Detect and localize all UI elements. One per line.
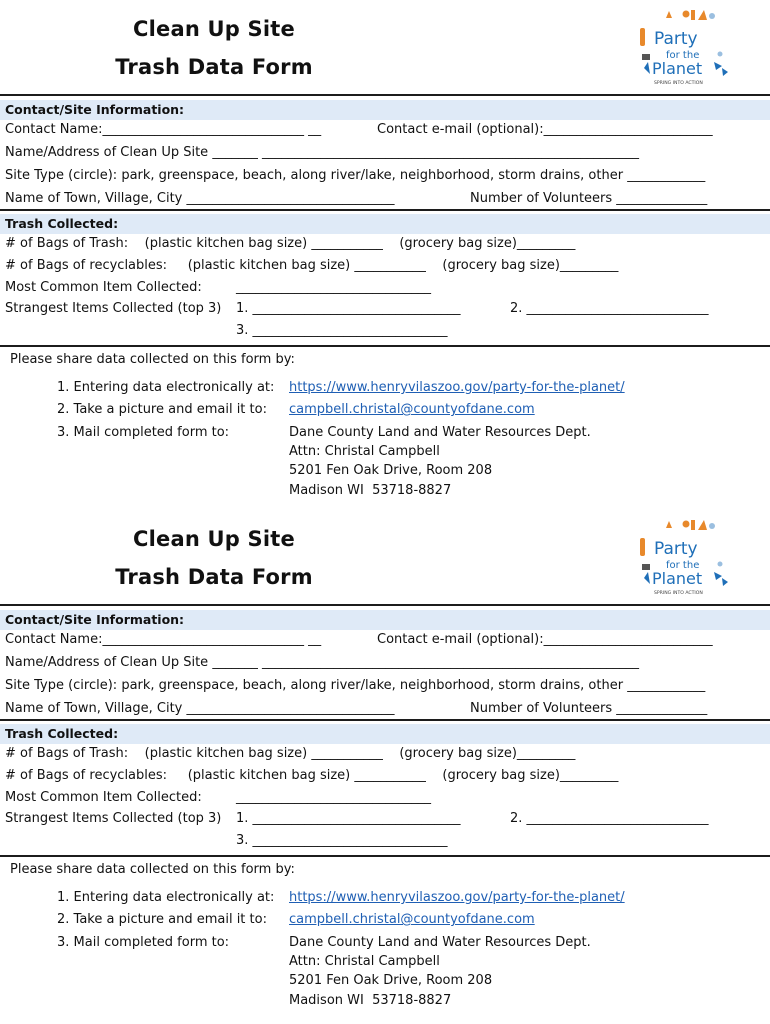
address-line: Dane County Land and Water Resources Dept. <box>289 425 591 440</box>
party-for-the-planet-logo <box>636 6 736 86</box>
contact-email-field[interactable]: Contact e-mail (optional):__________________________ <box>377 122 713 137</box>
strangest-item-2[interactable]: 2. ____________________________ <box>510 811 709 826</box>
address-line: Dane County Land and Water Resources Dept. <box>289 935 591 950</box>
share-step2-label: 2. Take a picture and email it to: <box>57 402 267 417</box>
share-step1-link[interactable]: https://www.henryvilaszoo.gov/party-for-the-planet/ <box>289 380 625 395</box>
strangest-item-3[interactable]: 3. ______________________________ <box>236 323 448 338</box>
share-intro: Please share data collected on this form by: <box>10 862 295 877</box>
logo-planet-text: Planet <box>652 59 703 78</box>
name-address-field[interactable]: Name/Address of Clean Up Site _______ __________________________________________________________ <box>5 145 639 160</box>
form-title-line2: Trash Data Form <box>115 55 313 79</box>
most-common-blank[interactable]: ______________________________ <box>236 790 431 805</box>
share-step1-label: 1. Entering data electronically at: <box>57 890 275 905</box>
form-title-line2: Trash Data Form <box>115 565 313 589</box>
site-type-field[interactable]: Site Type (circle): park, greenspace, beach, along river/lake, neighborhood, storm drains, other ____________ <box>5 168 706 183</box>
strangest-item-1[interactable]: 1. ________________________________ <box>236 301 461 316</box>
trash-data-form <box>0 0 770 500</box>
contact-section-header: Contact/Site Information: <box>0 100 770 120</box>
share-step3-label: 3. Mail completed form to: <box>57 935 230 950</box>
share-step2-link[interactable]: campbell.christal@countyofdane.com <box>289 912 535 927</box>
logo-for-the-text: for the <box>666 50 700 61</box>
town-field[interactable]: Name of Town, Village, City ________________________________ <box>5 701 395 716</box>
strangest-item-3[interactable]: 3. ______________________________ <box>236 833 448 848</box>
contact-name-field[interactable]: Contact Name:_______________________________ __ <box>5 632 322 647</box>
address-line: Madison WI 53718-8827 <box>289 483 452 498</box>
address-line: Madison WI 53718-8827 <box>289 993 452 1008</box>
section-divider <box>0 94 770 96</box>
logo-planet-text: Planet <box>652 569 703 588</box>
most-common-label: Most Common Item Collected: <box>5 280 202 295</box>
most-common-blank[interactable]: ______________________________ <box>236 280 431 295</box>
address-line: 5201 Fen Oak Drive, Room 208 <box>289 973 493 988</box>
strangest-items-label: Strangest Items Collected (top 3) <box>5 811 222 826</box>
strangest-item-1[interactable]: 1. ________________________________ <box>236 811 461 826</box>
form-title-line1: Clean Up Site <box>133 527 295 551</box>
logo-tagline: SPRING INTO ACTION <box>654 591 703 596</box>
name-address-field[interactable]: Name/Address of Clean Up Site _______ __________________________________________________________ <box>5 655 639 670</box>
share-step2-label: 2. Take a picture and email it to: <box>57 912 267 927</box>
address-line: Attn: Christal Campbell <box>289 444 440 459</box>
share-step3-label: 3. Mail completed form to: <box>57 425 230 440</box>
logo-party-text: Party <box>654 29 698 49</box>
party-for-the-planet-logo <box>636 516 736 596</box>
bags-recyclables-field[interactable]: # of Bags of recyclables: (plastic kitchen bag size) ___________ (grocery bag size)_________ <box>5 768 619 783</box>
share-intro: Please share data collected on this form by: <box>10 352 295 367</box>
contact-section-header: Contact/Site Information: <box>0 610 770 630</box>
section-divider <box>0 209 770 211</box>
most-common-label: Most Common Item Collected: <box>5 790 202 805</box>
logo-tagline: SPRING INTO ACTION <box>654 81 703 86</box>
section-divider <box>0 719 770 721</box>
address-line: Attn: Christal Campbell <box>289 954 440 969</box>
bags-recyclables-field[interactable]: # of Bags of recyclables: (plastic kitchen bag size) ___________ (grocery bag size)_________ <box>5 258 619 273</box>
share-step1-link[interactable]: https://www.henryvilaszoo.gov/party-for-the-planet/ <box>289 890 625 905</box>
contact-name-field[interactable]: Contact Name:_______________________________ __ <box>5 122 322 137</box>
logo-party-text: Party <box>654 539 698 559</box>
bags-trash-field[interactable]: # of Bags of Trash: (plastic kitchen bag size) ___________ (grocery bag size)_________ <box>5 746 576 761</box>
share-step1-label: 1. Entering data electronically at: <box>57 380 275 395</box>
volunteers-field[interactable]: Number of Volunteers ______________ <box>470 191 708 206</box>
site-type-field[interactable]: Site Type (circle): park, greenspace, beach, along river/lake, neighborhood, storm drains, other ____________ <box>5 678 706 693</box>
town-field[interactable]: Name of Town, Village, City ________________________________ <box>5 191 395 206</box>
section-divider <box>0 345 770 347</box>
strangest-item-2[interactable]: 2. ____________________________ <box>510 301 709 316</box>
bags-trash-field[interactable]: # of Bags of Trash: (plastic kitchen bag size) ___________ (grocery bag size)_________ <box>5 236 576 251</box>
logo-for-the-text: for the <box>666 560 700 571</box>
trash-section-header: Trash Collected: <box>0 214 770 234</box>
volunteers-field[interactable]: Number of Volunteers ______________ <box>470 701 708 716</box>
form-title-line1: Clean Up Site <box>133 17 295 41</box>
section-divider <box>0 604 770 606</box>
trash-section-header: Trash Collected: <box>0 724 770 744</box>
trash-data-form <box>0 510 770 1010</box>
section-divider <box>0 855 770 857</box>
contact-email-field[interactable]: Contact e-mail (optional):__________________________ <box>377 632 713 647</box>
share-step2-link[interactable]: campbell.christal@countyofdane.com <box>289 402 535 417</box>
strangest-items-label: Strangest Items Collected (top 3) <box>5 301 222 316</box>
address-line: 5201 Fen Oak Drive, Room 208 <box>289 463 493 478</box>
